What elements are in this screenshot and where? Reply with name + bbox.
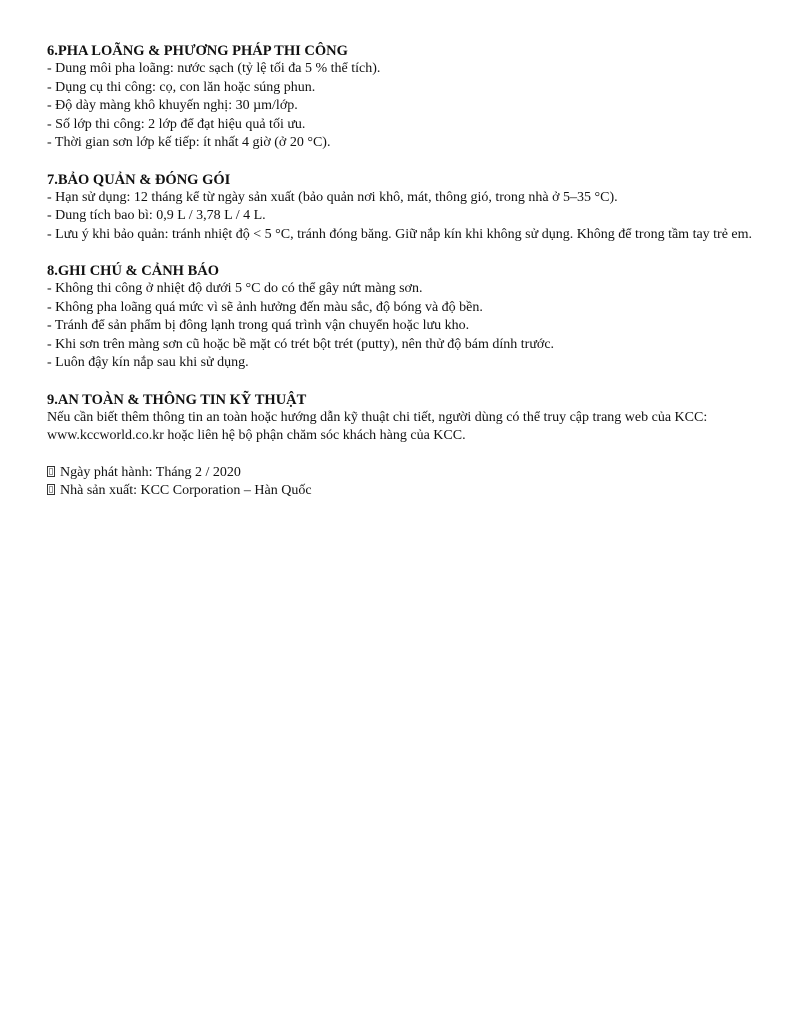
section-heading: 6.PHA LOÃNG & PHƯƠNG PHÁP THI CÔNG [47, 43, 348, 59]
list-item: - Khi sơn trên màng sơn cũ hoặc bề mặt có trét bột trét (putty), nên thử độ bám dính trước. [47, 336, 555, 352]
list-item: - Thời gian sơn lớp kế tiếp: ít nhất 4 giờ (ở 20 °C). [47, 135, 331, 150]
issue-date [47, 464, 767, 483]
safety-paragraph: Nếu cần biết thêm thông tin an toàn hoặc hướng dẫn kỹ thuật chi tiết, người dùng có thể truy cập trang web của KCC: www.kccworld.co.kr hoặc liên hệ bộ phận chăm sóc khách hàng của KCC. [47, 409, 708, 443]
list-item: - Hạn sử dụng: 12 tháng kể từ ngày sản xuất (bảo quản nơi khô, mát, thông gió, trong nhà ở 5–35 °C). [47, 189, 618, 205]
list-item: - Luôn đậy kín nắp sau khi sử dụng. [47, 355, 249, 370]
missing-glyph-icon [47, 466, 55, 477]
document-footer [47, 464, 767, 501]
section-dilution-application [47, 42, 767, 153]
section-safety-technical-info [47, 391, 767, 446]
list-item: - Dụng cụ thi công: cọ, con lăn hoặc súng phun. [47, 79, 316, 95]
section-heading: 7.BẢO QUẢN & ĐÓNG GÓI [47, 171, 231, 188]
list-item: - Tránh để sản phẩm bị đông lạnh trong quá trình vận chuyển hoặc lưu kho. [47, 318, 470, 333]
section-storage-packaging [47, 171, 767, 245]
issue-date-text: Ngày phát hành: Tháng 2 / 2020 [60, 464, 241, 480]
list-item: - Dung môi pha loãng: nước sạch (tỷ lệ tối đa 5 % thể tích). [47, 61, 381, 76]
list-item: - Số lớp thi công: 2 lớp để đạt hiệu quả tối ưu. [47, 116, 306, 132]
document-page [47, 42, 767, 501]
list-item: - Không pha loãng quá mức vì sẽ ảnh hưởng đến màu sắc, độ bóng và độ bền. [47, 299, 483, 315]
list-item: - Độ dày màng khô khuyến nghị: 30 µm/lớp. [47, 98, 298, 113]
list-item: - Dung tích bao bì: 0,9 L / 3,78 L / 4 L. [47, 208, 266, 223]
section-heading: 9.AN TOÀN & THÔNG TIN KỸ THUẬT [47, 391, 307, 408]
manufacturer-text: Nhà sản xuất: KCC Corporation – Hàn Quốc [60, 483, 312, 498]
section-notes-warnings [47, 262, 767, 373]
missing-glyph-icon [47, 484, 55, 495]
section-heading: 8.GHI CHÚ & CẢNH BÁO [47, 263, 219, 279]
manufacturer [47, 482, 767, 501]
list-item: - Lưu ý khi bảo quản: tránh nhiệt độ < 5 °C, tránh đóng băng. Giữ nắp kín khi không sử dụng. Không để trong tầm tay trẻ em. [47, 226, 753, 242]
list-item: - Không thi công ở nhiệt độ dưới 5 °C do có thể gây nứt màng sơn. [47, 281, 423, 296]
